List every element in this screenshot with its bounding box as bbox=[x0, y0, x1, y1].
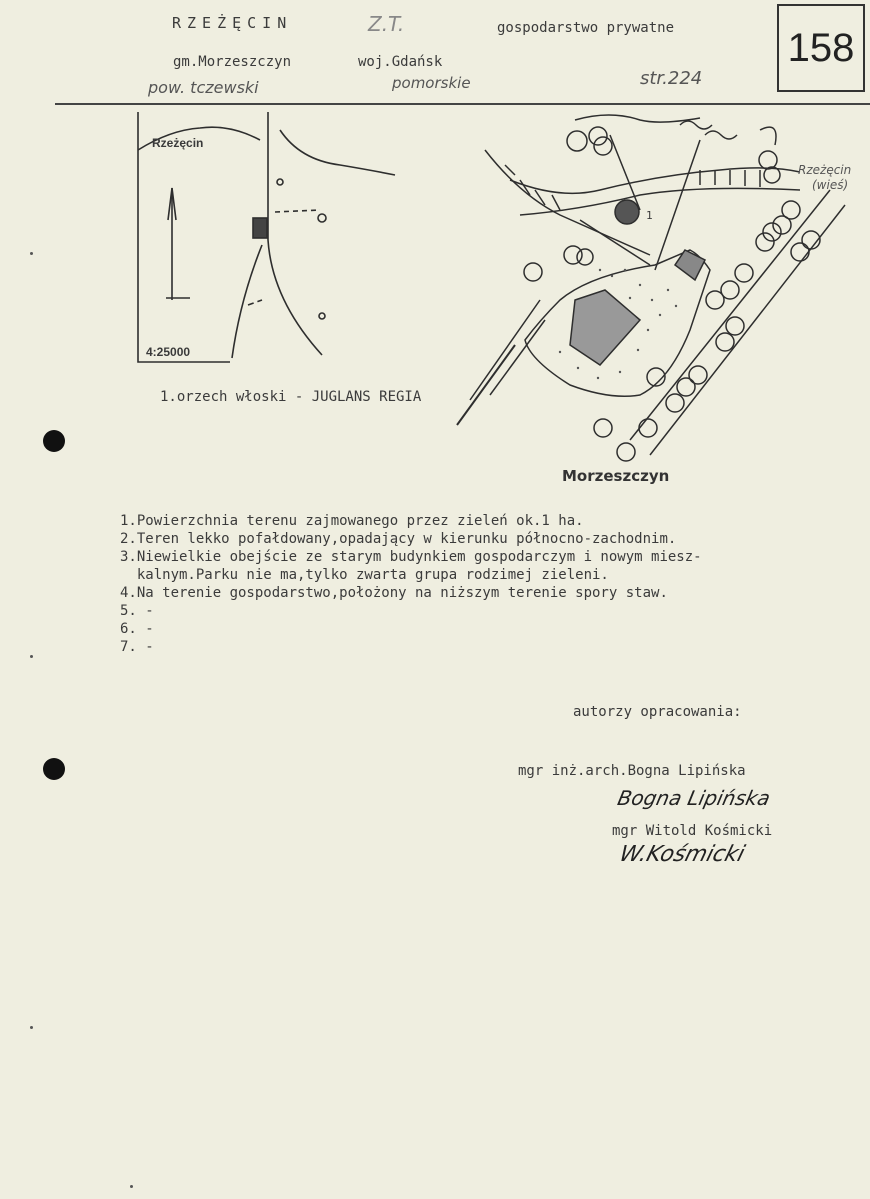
county-handwritten-note: pow. tczewski bbox=[148, 78, 259, 97]
margin-dot bbox=[30, 655, 33, 658]
note-line: 5. - bbox=[120, 603, 154, 619]
inset-map-label: Rzeżęcin bbox=[152, 136, 204, 150]
note-line: kalnym.Parku nie ma,tylko zwarta grupa rodzimej zieleni. bbox=[120, 567, 609, 583]
region-handwritten-note: pomorskie bbox=[392, 74, 471, 92]
voivodeship: woj.Gdańsk bbox=[358, 54, 443, 70]
margin-dot bbox=[130, 1185, 133, 1188]
legend-item: 1.orzech włoski - JUGLANS REGIA bbox=[160, 389, 422, 405]
site-map bbox=[0, 0, 870, 500]
note-line: 3.Niewielkie obejście ze starym budynkiem gospodarczym i nowym miesz- bbox=[120, 549, 702, 565]
punch-hole-top bbox=[43, 430, 65, 452]
margin-dot bbox=[30, 1026, 33, 1029]
tree-marker-1: 1 bbox=[646, 209, 653, 222]
author-2-name: mgr Witold Kośmicki bbox=[612, 823, 773, 839]
morzeszczyn-label: Morzeszczyn bbox=[562, 467, 670, 485]
place-name: RZEŻĘCIN bbox=[172, 14, 293, 32]
margin-dot bbox=[30, 252, 33, 255]
village-label: Rzeżęcin bbox=[798, 163, 852, 177]
author-1-signature: Bogna Lipińska bbox=[615, 786, 773, 810]
inset-map-scale: 4:25000 bbox=[146, 345, 191, 359]
author-2-signature: W.Kośmicki bbox=[616, 842, 748, 867]
note-line: 4.Na terenie gospodarstwo,położony na niższym terenie spory staw. bbox=[120, 585, 668, 601]
note-line: 6. - bbox=[120, 621, 154, 637]
commune: gm.Morzeszczyn bbox=[173, 54, 292, 70]
ownership-type: gospodarstwo prywatne bbox=[497, 20, 675, 36]
place-handwritten-note: Z.T. bbox=[368, 12, 405, 36]
note-line: 7. - bbox=[120, 639, 154, 655]
notes-list bbox=[120, 512, 702, 656]
note-line: 1.Powierzchnia terenu zajmowanego przez zieleń ok.1 ha. bbox=[120, 513, 584, 529]
authors-heading: autorzy opracowania: bbox=[573, 704, 742, 720]
punch-hole-bottom bbox=[43, 758, 65, 780]
note-line: 2.Teren lekko pofałdowany,opadający w kierunku północno-zachodnim. bbox=[120, 531, 677, 547]
site-plan bbox=[457, 115, 845, 461]
page-reference: str.224 bbox=[640, 68, 703, 89]
author-1-name: mgr inż.arch.Bogna Lipińska bbox=[518, 763, 746, 779]
village-label-suffix: (wieś) bbox=[812, 178, 849, 192]
sheet-number: 158 bbox=[787, 25, 855, 70]
